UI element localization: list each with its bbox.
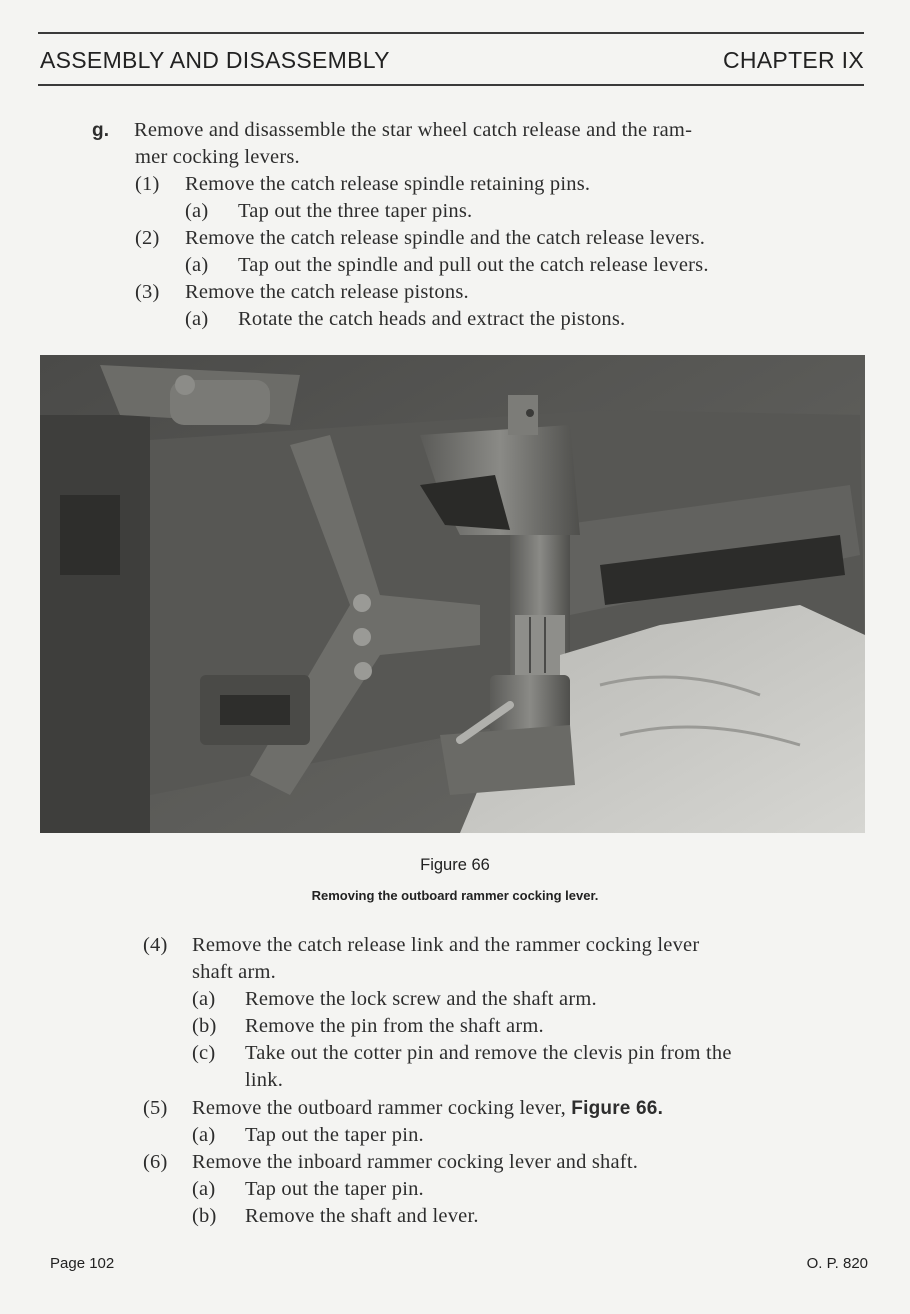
publication-number: O. P. 820 [806, 1255, 868, 1272]
step-5 [143, 1097, 663, 1120]
substep-4b [192, 1015, 544, 1038]
substep-label: (a) [185, 200, 209, 222]
step-3 [135, 281, 469, 304]
step-2 [135, 227, 705, 250]
substep-text: Tap out the taper pin. [245, 1124, 424, 1146]
figure-title: Figure 66 [420, 856, 490, 874]
substep-label: (a) [192, 1124, 216, 1146]
step-label: (6) [143, 1151, 168, 1173]
substep-label: (a) [192, 988, 216, 1010]
substep-text: Remove the lock screw and the shaft arm. [245, 988, 597, 1010]
substep-text: Take out the cotter pin and remove the clevis pin from the [245, 1042, 732, 1064]
step-text: Remove the outboard rammer cocking lever, [192, 1097, 566, 1119]
step-text: Remove the inboard rammer cocking lever and shaft. [192, 1151, 639, 1173]
substep-5a [192, 1124, 424, 1147]
substep-4a [192, 988, 597, 1011]
substep-1a [185, 200, 472, 223]
top-rule [38, 32, 864, 34]
substep-text: Remove the pin from the shaft arm. [245, 1015, 544, 1037]
machinery-illustration [40, 355, 865, 833]
substep-4c [192, 1042, 732, 1065]
step-label: (3) [135, 281, 160, 303]
page-number: Page 102 [50, 1255, 115, 1272]
substep-label: (a) [185, 254, 209, 276]
step-6 [143, 1151, 638, 1174]
header-title: ASSEMBLY AND DISASSEMBLY [40, 47, 390, 73]
step-text: Remove the catch release spindle retaining pins. [185, 173, 591, 195]
step-4 [143, 934, 699, 957]
substep-text: Rotate the catch heads and extract the pistons. [238, 308, 626, 330]
substep-label: (b) [192, 1205, 217, 1227]
substep-text: Tap out the spindle and pull out the catch release levers. [238, 254, 709, 276]
step-label: (5) [143, 1097, 168, 1119]
step-label: (1) [135, 173, 160, 195]
step-4-line2: shaft arm. [192, 961, 276, 983]
figure-photo [40, 355, 865, 833]
step-text: Remove the catch release spindle and the catch release levers. [185, 227, 706, 249]
substep-6a [192, 1178, 424, 1201]
section-text: Remove and disassemble the star wheel catch release and the ram- [134, 119, 693, 141]
header-chapter: CHAPTER IX [722, 47, 864, 73]
figure-caption: Removing the outboard rammer cocking lever. [311, 888, 599, 903]
step-1 [135, 173, 590, 196]
step-label: (2) [135, 227, 160, 249]
substep-label: (b) [192, 1015, 217, 1037]
section-g-line2: mer cocking levers. [135, 146, 300, 168]
substep-text: Remove the shaft and lever. [245, 1205, 479, 1227]
step-label: (4) [143, 934, 168, 956]
substep-4c-line2: link. [245, 1069, 284, 1091]
section-g-line1 [92, 119, 692, 142]
step-text: Remove the catch release link and the rammer cocking lever [192, 934, 700, 956]
step-text: Remove the catch release pistons. [185, 281, 469, 303]
section-label: g. [92, 120, 110, 141]
figure-reference[interactable]: Figure 66. [571, 1098, 664, 1119]
header-rule [38, 84, 864, 86]
substep-3a [185, 308, 625, 331]
substep-2a [185, 254, 709, 277]
substep-text: Tap out the taper pin. [245, 1178, 424, 1200]
substep-text: Tap out the three taper pins. [238, 200, 473, 222]
substep-6b [192, 1205, 479, 1228]
substep-label: (c) [192, 1042, 216, 1064]
substep-label: (a) [185, 308, 209, 330]
substep-label: (a) [192, 1178, 216, 1200]
